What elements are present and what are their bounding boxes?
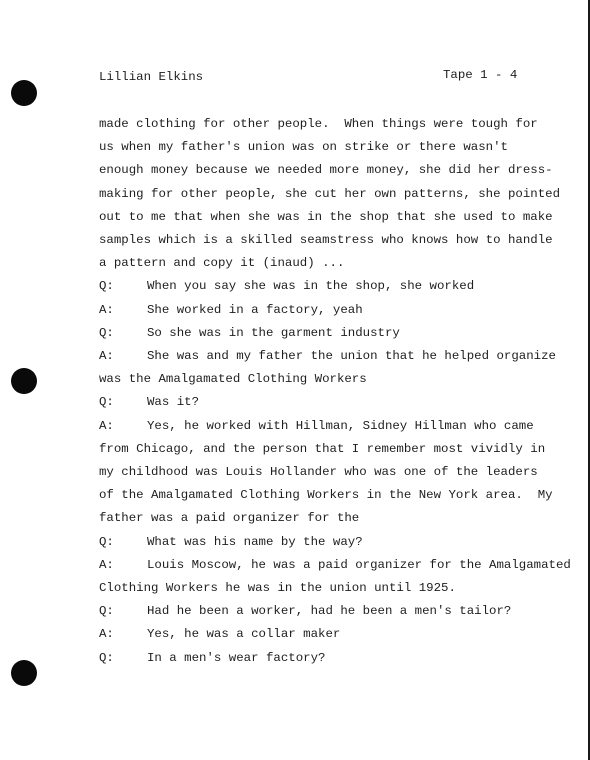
interviewee-name: Lillian Elkins: [99, 70, 204, 84]
speaker-text: She was and my father the union that he helped organize: [147, 349, 556, 363]
transcript-line: was the Amalgamated Clothing Workers: [99, 372, 367, 386]
speaker-text: So she was in the garment industry: [147, 326, 400, 340]
binder-hole-bottom: [11, 660, 37, 686]
speaker-label: A:: [99, 627, 114, 641]
speaker-label: A:: [99, 419, 114, 433]
speaker-text: Louis Moscow, he was a paid organizer for the Amalgamated: [147, 558, 571, 572]
transcript-line: Clothing Workers he was in the union until 1925.: [99, 581, 456, 595]
transcript-line: father was a paid organizer for the: [99, 511, 360, 525]
speaker-label: Q:: [99, 604, 114, 618]
speaker-text: Had he been a worker, had he been a men's tailor?: [147, 604, 512, 618]
speaker-text: Yes, he worked with Hillman, Sidney Hillman who came: [147, 419, 534, 433]
speaker-label: Q:: [99, 535, 114, 549]
transcript-line: my childhood was Louis Hollander who was one of the leaders: [99, 465, 538, 479]
speaker-label: Q:: [99, 326, 114, 340]
speaker-text: When you say she was in the shop, she worked: [147, 279, 475, 293]
binder-hole-middle: [11, 368, 37, 394]
transcript-line: out to me that when she was in the shop that she used to make: [99, 210, 553, 224]
speaker-text: In a men's wear factory?: [147, 651, 326, 665]
speaker-label: Q:: [99, 651, 114, 665]
transcript-line: of the Amalgamated Clothing Workers in the New York area. My: [99, 488, 553, 502]
transcript-line: making for other people, she cut her own patterns, she pointed: [99, 187, 561, 201]
speaker-label: A:: [99, 349, 114, 363]
speaker-label: Q:: [99, 395, 114, 409]
speaker-label: Q:: [99, 279, 114, 293]
tape-label: Tape 1 - 4: [443, 68, 518, 82]
transcript-line: us when my father's union was on strike or there wasn't: [99, 140, 508, 154]
transcript-line: a pattern and copy it (inaud) ...: [99, 256, 345, 270]
speaker-text: She worked in a factory, yeah: [147, 303, 363, 317]
speaker-text: What was his name by the way?: [147, 535, 363, 549]
transcript-line: made clothing for other people. When things were tough for: [99, 117, 538, 131]
binder-hole-top: [11, 80, 37, 106]
speaker-text: Yes, he was a collar maker: [147, 627, 341, 641]
transcript-line: from Chicago, and the person that I remember most vividly in: [99, 442, 546, 456]
transcript-line: samples which is a skilled seamstress who knows how to handle: [99, 233, 553, 247]
speaker-text: Was it?: [147, 395, 200, 409]
speaker-label: A:: [99, 558, 114, 572]
speaker-label: A:: [99, 303, 114, 317]
transcript-line: enough money because we needed more money, she did her dress-: [99, 163, 553, 177]
